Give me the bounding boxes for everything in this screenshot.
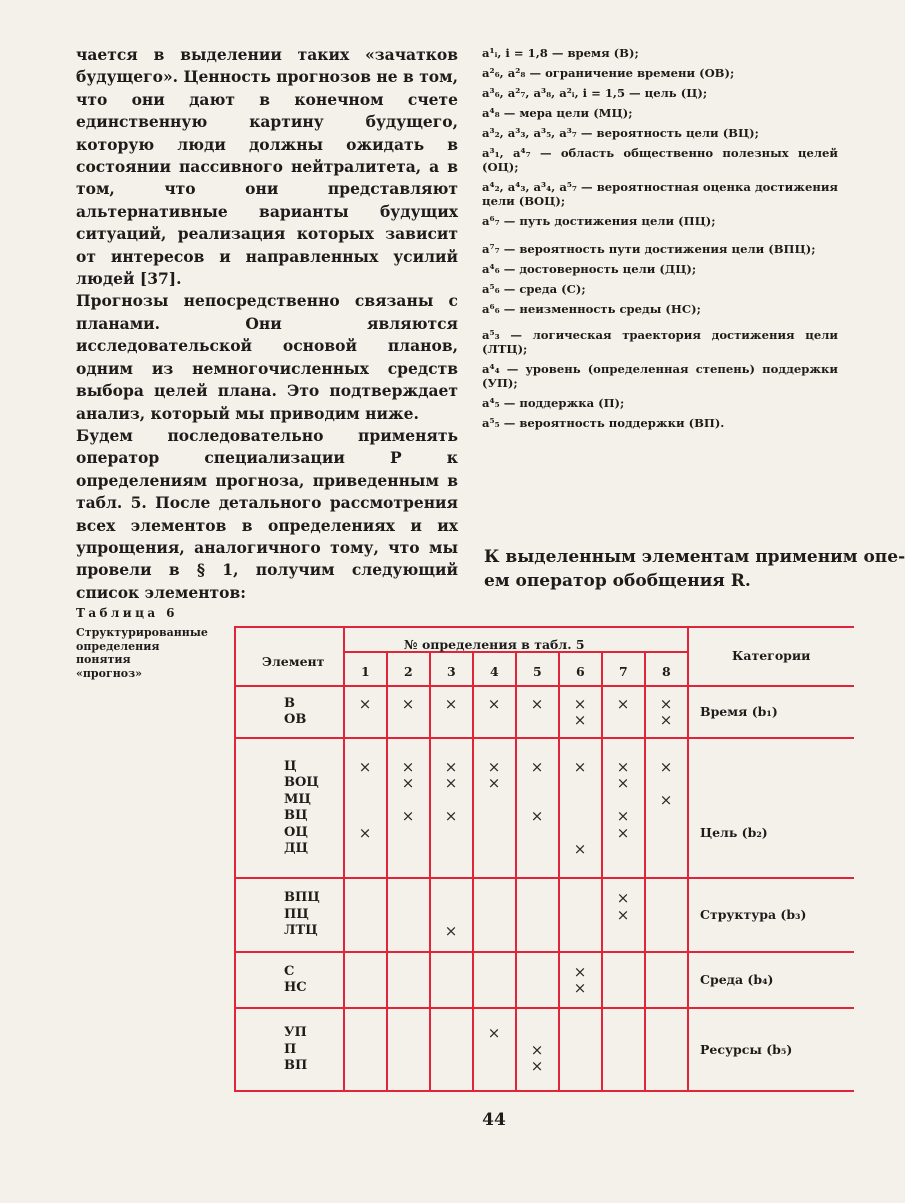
header-definitions: № определения в табл. 5 <box>404 637 585 652</box>
cross-mark: × <box>573 979 587 997</box>
definition-item: a⁴₂, a⁴₃, a³₄, a⁵₇ — вероятностная оценка достижения цели (ВОЦ); <box>482 180 838 208</box>
category-label: Время (b₁) <box>700 704 778 719</box>
cross-mark: × <box>358 694 372 713</box>
category-label: Структура (b₃) <box>700 907 807 922</box>
paragraph-forecasts-and-plans: Прогнозы непосредственно связаны с планами. Они являются исследовательской основой планов, одним из немногочисленных средств выбора целей плана. Это подтверждает анализ, который мы приводим ниже. <box>76 291 458 423</box>
paragraph-specialization-operator: Будем последовательно применять оператор специализации P к определениям прогноза, приведенным в табл. 5. После детального рассмотрения всех элементов в определениях и их упрощения, аналогичного тому, что мы провели в § 1, получим следующий список элементов: <box>76 425 458 602</box>
column-number: 2 <box>404 664 413 679</box>
definition-item: a⁶₆ — неизменность среды (НС); <box>482 302 701 316</box>
cross-mark: × <box>358 757 372 776</box>
element-abbreviation: ПЦ <box>284 906 309 922</box>
definition-item: a⁴₈ — мера цели (МЦ); <box>482 106 633 120</box>
cross-mark: × <box>616 905 630 924</box>
cross-mark: × <box>530 1040 544 1059</box>
element-abbreviation: П <box>284 1041 297 1057</box>
cross-mark: × <box>487 1024 501 1043</box>
cross-mark: × <box>444 757 458 776</box>
element-list <box>284 696 306 729</box>
element-abbreviation: В <box>284 695 295 711</box>
definition-item: a⁵₅ — вероятность поддержки (ВП). <box>482 416 725 430</box>
column-number: 1 <box>361 664 370 679</box>
cross-mark: × <box>659 711 673 729</box>
element-abbreviation: ВОЦ <box>284 775 319 790</box>
structured-definitions-table <box>234 626 854 1092</box>
definition-item: a¹ᵢ, i = 1,8 — время (В); <box>482 46 639 60</box>
cross-mark: × <box>530 694 544 713</box>
column-number: 3 <box>447 664 456 679</box>
element-abbreviation: МЦ <box>284 791 311 807</box>
cross-mark: × <box>573 757 587 776</box>
cross-mark: × <box>573 962 587 981</box>
cross-mark: × <box>659 757 673 776</box>
header-categories: Категории <box>732 648 811 663</box>
element-abbreviation: ОЦ <box>284 824 308 840</box>
element-abbreviation: ЛТЦ <box>284 923 318 939</box>
definition-item: a⁴₄ — уровень (определенная степень) поддержки (УП); <box>482 362 838 390</box>
element-abbreviation: УП <box>284 1025 307 1041</box>
cross-mark: × <box>401 807 415 825</box>
cross-mark: × <box>573 840 587 858</box>
cross-mark: × <box>487 694 501 713</box>
definition-item: a³₂, a³₃, a³₅, a³₇ — вероятность цели (ВЦ); <box>482 126 759 140</box>
caption-line: определения <box>76 639 160 653</box>
cross-mark: × <box>616 694 630 713</box>
page-number: 44 <box>482 1110 506 1130</box>
cross-mark: × <box>444 807 458 825</box>
category-label: Среда (b₄) <box>700 972 774 987</box>
definition-item: a⁴₅ — поддержка (П); <box>482 396 625 410</box>
column-number: 4 <box>490 664 499 679</box>
definitions-list <box>482 46 842 436</box>
column-number: 7 <box>619 664 628 679</box>
definition-item: a²₆, a²₈ — ограничение времени (ОВ); <box>482 66 735 80</box>
element-abbreviation: ВПЦ <box>284 890 320 906</box>
cross-mark: × <box>616 774 630 792</box>
cross-mark: × <box>659 790 673 809</box>
table-caption-description <box>76 626 216 680</box>
element-list <box>284 1025 307 1075</box>
definition-item: a⁶₇ — путь достижения цели (ПЦ); <box>482 214 716 228</box>
cross-mark: × <box>573 711 587 729</box>
definition-item: a⁴₆ — достоверность цели (ДЦ); <box>482 262 697 276</box>
left-column <box>76 44 458 604</box>
category-label: Ресурсы (b₅) <box>700 1042 793 1057</box>
cross-mark: × <box>616 823 630 842</box>
caption-line: «прогноз» <box>76 666 142 680</box>
element-abbreviation: С <box>284 963 295 979</box>
definition-item: a⁷₇ — вероятность пути достижения цели (ВПЦ); <box>482 242 816 256</box>
cross-mark: × <box>444 922 458 941</box>
closing-text <box>484 545 905 593</box>
element-list <box>284 964 307 997</box>
caption-line: понятия <box>76 653 131 666</box>
element-abbreviation: ОВ <box>284 712 307 727</box>
cross-mark: × <box>444 774 458 792</box>
element-abbreviation: Ц <box>284 758 297 774</box>
table-caption <box>76 606 216 680</box>
cross-mark: × <box>530 757 544 776</box>
closing-line: К выделенным элементам применим опе- <box>484 547 905 567</box>
cross-mark: × <box>401 774 415 792</box>
element-abbreviation: ВЦ <box>284 808 308 823</box>
table-caption-title: Таблица 6 <box>76 606 178 620</box>
category-label: Цель (b₂) <box>700 824 768 840</box>
element-abbreviation: НС <box>284 980 307 995</box>
cross-mark: × <box>487 774 501 792</box>
element-abbreviation: ВП <box>284 1058 308 1074</box>
column-number: 8 <box>662 664 671 679</box>
element-list <box>284 759 319 858</box>
cross-mark: × <box>616 807 630 825</box>
closing-line: ем оператор обобщения R. <box>484 571 751 591</box>
cross-mark: × <box>487 757 501 776</box>
cross-mark: × <box>530 807 544 825</box>
caption-line: Структурированные <box>76 626 208 639</box>
cross-mark: × <box>401 757 415 776</box>
cross-mark: × <box>616 889 630 908</box>
element-list <box>284 890 320 940</box>
cross-mark: × <box>616 757 630 776</box>
column-number: 6 <box>576 664 585 679</box>
definition-item: a⁵₆ — среда (С); <box>482 282 586 296</box>
column-number: 5 <box>533 664 542 679</box>
paragraph-forecast-value: чается в выделении таких «зачатков будущего». Ценность прогнозов не в том, что они дают в конечном счете единственную картину будущего, которую люди должны ожидать в состоянии пассивного нейтралитета, а в том, что они представляют альтернативные варианты будущих ситуаций, реализация которых зависит от интересов и направленных усилий людей [37]. <box>76 45 458 289</box>
definition-item: a³₆, a²₇, a³₈, a²ᵢ, i = 1,5 — цель (Ц); <box>482 86 708 100</box>
cross-mark: × <box>358 823 372 842</box>
definition-item: a³₁, a⁴₇ — область общественно полезных целей (ОЦ); <box>482 146 838 174</box>
cross-mark: × <box>659 694 673 713</box>
definition-item: a⁵₃ — логическая траектория достижения цели (ЛТЦ); <box>482 328 838 356</box>
element-abbreviation: ДЦ <box>284 841 309 856</box>
header-element: Элемент <box>262 654 325 669</box>
cross-mark: × <box>573 694 587 713</box>
cross-mark: × <box>444 694 458 713</box>
cross-mark: × <box>401 694 415 713</box>
cross-mark: × <box>530 1057 544 1076</box>
